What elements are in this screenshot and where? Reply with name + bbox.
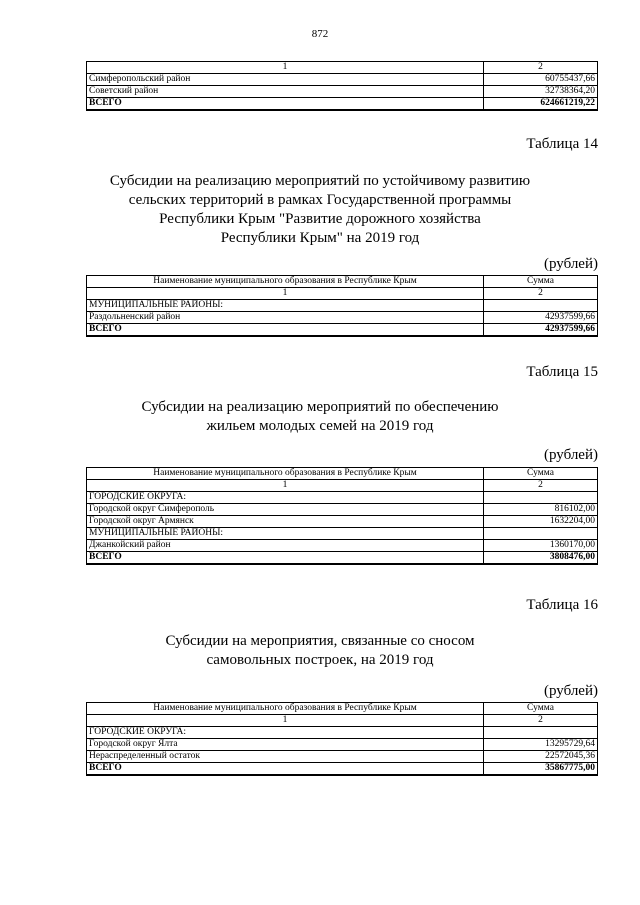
table-row (87, 74, 598, 86)
title-line: сельских территорий в рамках Государственной программы (128, 192, 512, 208)
row-name: Городской округ Армянск (87, 516, 484, 528)
total-row (87, 324, 598, 337)
row-amount: 42937599,66 (484, 312, 598, 324)
section-row (87, 727, 598, 739)
table-row (87, 504, 598, 516)
section-row (87, 492, 598, 504)
col-number: 2 (484, 288, 598, 300)
row-name: Городской округ Ялта (87, 739, 484, 751)
table-row (87, 739, 598, 751)
total-row (87, 763, 598, 776)
title-line: Республики Крым" на 2019 год (220, 230, 420, 246)
table-row (87, 86, 598, 98)
col-number: 2 (484, 715, 598, 727)
col-number: 1 (87, 288, 484, 300)
row-amount: 13295729,64 (484, 739, 598, 751)
table-row (87, 288, 598, 300)
total-label: ВСЕГО (87, 324, 484, 337)
title-line: Субсидии на реализацию мероприятий по устойчивому развитию (109, 173, 531, 189)
title-line: самовольных построек, на 2019 год (206, 652, 434, 668)
row-name: Нераспределенный остаток (87, 751, 484, 763)
title-line: жильем молодых семей на 2019 год (206, 418, 434, 434)
col-number: 1 (87, 62, 484, 74)
total-label: ВСЕГО (87, 763, 484, 776)
col-number: 2 (484, 62, 598, 74)
title-line: Республики Крым "Развитие дорожного хозяйства (159, 211, 481, 227)
header-amount: Сумма (484, 276, 598, 288)
table16-title (0, 632, 640, 670)
table16-label: Таблица 16 (526, 597, 598, 613)
row-name: Городской округ Симферополь (87, 504, 484, 516)
section-label: ГОРОДСКИЕ ОКРУГА: (87, 727, 484, 739)
table14-title (0, 172, 640, 248)
page-number: 872 (311, 28, 329, 40)
section-label: МУНИЦИПАЛЬНЫЕ РАЙОНЫ: (87, 300, 484, 312)
table14-label: Таблица 14 (526, 136, 598, 152)
col-number: 1 (87, 480, 484, 492)
table16-units: (рублей) (543, 683, 598, 699)
header-name: Наименование муниципального образования в Республике Крым (87, 468, 484, 480)
section-label: ГОРОДСКИЕ ОКРУГА: (87, 492, 484, 504)
table-row (87, 751, 598, 763)
total-row (87, 552, 598, 565)
row-amount: 816102,00 (484, 504, 598, 516)
row-amount: 22572045,36 (484, 751, 598, 763)
total-amount: 35867775,00 (484, 763, 598, 776)
table-header-row (87, 468, 598, 480)
header-amount: Сумма (484, 703, 598, 715)
table15-title (0, 398, 640, 436)
total-amount: 624661219,22 (484, 98, 598, 111)
total-label: ВСЕГО (87, 98, 484, 111)
section-label: МУНИЦИПАЛЬНЫЕ РАЙОНЫ: (87, 528, 484, 540)
table-row (87, 62, 598, 74)
table-row (87, 312, 598, 324)
table-row (87, 480, 598, 492)
header-name: Наименование муниципального образования в Республике Крым (87, 276, 484, 288)
col-number: 1 (87, 715, 484, 727)
header-amount: Сумма (484, 468, 598, 480)
row-name: Раздольненский район (87, 312, 484, 324)
row-amount: 60755437,66 (484, 74, 598, 86)
section-row (87, 528, 598, 540)
table-header-row (87, 703, 598, 715)
table14-table (86, 275, 598, 337)
total-row (87, 98, 598, 111)
col-number: 2 (484, 480, 598, 492)
table16-table (86, 702, 598, 776)
table15-table (86, 467, 598, 565)
table15-label: Таблица 15 (526, 364, 598, 380)
total-amount: 3808476,00 (484, 552, 598, 565)
title-line: Субсидии на мероприятия, связанные со сносом (165, 633, 475, 649)
table-header-row (87, 276, 598, 288)
table14-units: (рублей) (543, 256, 598, 272)
total-label: ВСЕГО (87, 552, 484, 565)
total-amount: 42937599,66 (484, 324, 598, 337)
section-row (87, 300, 598, 312)
row-amount: 1632204,00 (484, 516, 598, 528)
header-name: Наименование муниципального образования в Республике Крым (87, 703, 484, 715)
row-amount: 32738364,20 (484, 86, 598, 98)
title-line: Субсидии на реализацию мероприятий по обеспечению (141, 399, 499, 415)
table-row (87, 516, 598, 528)
table-row (87, 540, 598, 552)
row-name: Советский район (87, 86, 484, 98)
top-table (86, 61, 598, 111)
row-amount: 1360170,00 (484, 540, 598, 552)
row-name: Джанкойский район (87, 540, 484, 552)
row-name: Симферопольский район (87, 74, 484, 86)
table15-units: (рублей) (543, 447, 598, 463)
table-row (87, 715, 598, 727)
